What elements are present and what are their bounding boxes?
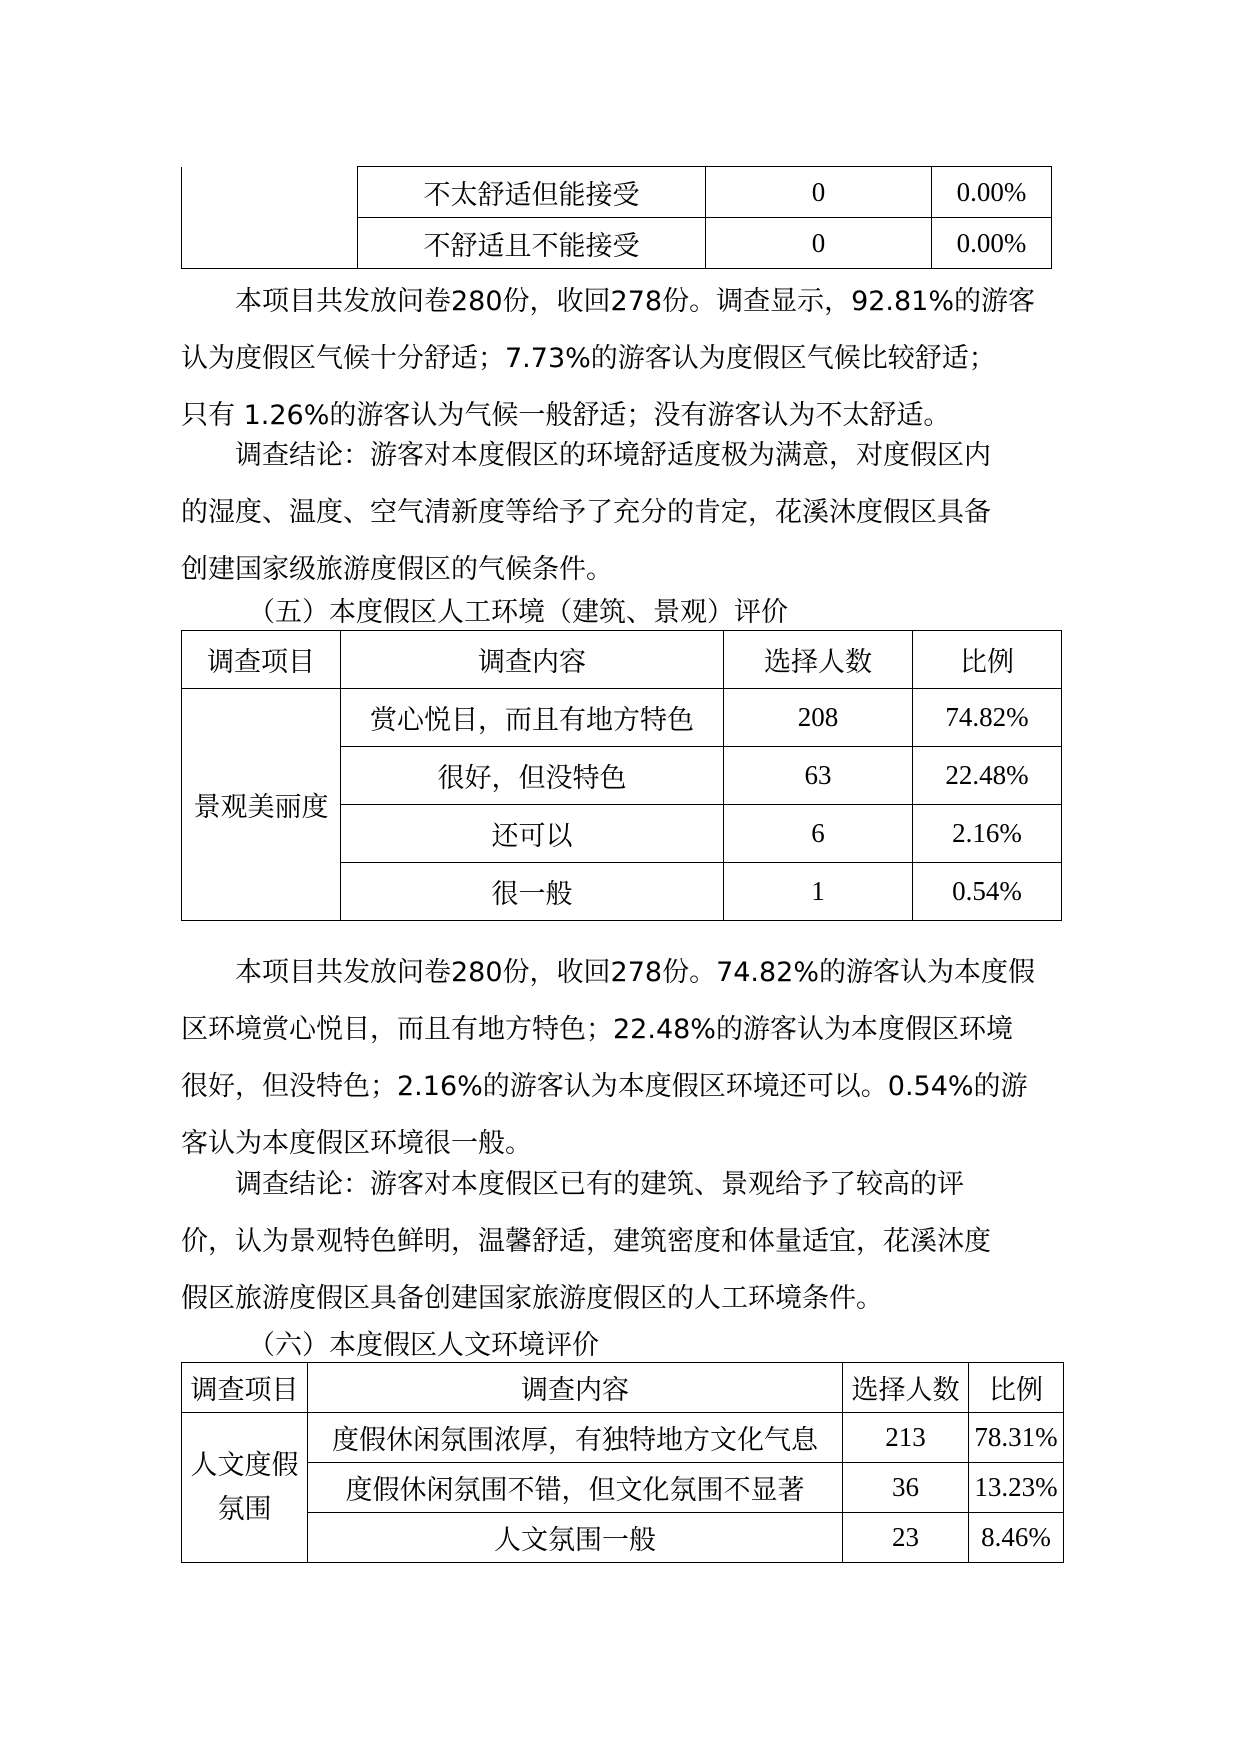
header-cell: 调查项目 bbox=[182, 631, 341, 689]
paragraph-line: 假区旅游度假区具备创建国家旅游度假区的人工环境条件。 bbox=[181, 1283, 883, 1314]
ratio-cell: 0.00% bbox=[932, 218, 1052, 269]
ratio-cell: 2.16% bbox=[913, 805, 1062, 863]
paragraph-line: 客认为本度假区环境很一般。 bbox=[181, 1128, 532, 1159]
ratio-cell: 74.82% bbox=[913, 689, 1062, 747]
ratio-cell: 78.31% bbox=[969, 1413, 1064, 1463]
header-cell: 调查项目 bbox=[182, 1363, 308, 1413]
header-cell: 比例 bbox=[969, 1363, 1064, 1413]
count-cell: 1 bbox=[724, 863, 913, 921]
paragraph-landscape-stats bbox=[181, 944, 1051, 1172]
culture-table bbox=[181, 1362, 1064, 1563]
paragraph-line: 区环境赏心悦目，而且有地方特色；22.48%的游客认为本度假区环境 bbox=[181, 1014, 1013, 1045]
paragraph-line: 认为度假区气候十分舒适；7.73%的游客认为度假区气候比较舒适； bbox=[181, 343, 996, 374]
content-cell: 度假休闲氛围浓厚，有独特地方文化气息 bbox=[308, 1413, 843, 1463]
category-line: 氛围 bbox=[217, 1493, 272, 1525]
paragraph-line: 调查结论：游客对本度假区已有的建筑、景观给予了较高的评 bbox=[235, 1169, 964, 1200]
table-row bbox=[182, 167, 1052, 218]
paragraph-climate-stats bbox=[181, 273, 1051, 444]
paragraph-line: 调查结论：游客对本度假区的环境舒适度极为满意，对度假区内 bbox=[235, 440, 991, 471]
content-cell: 还可以 bbox=[341, 805, 724, 863]
paragraph-line: 很好，但没特色；2.16%的游客认为本度假区环境还可以。0.54%的游 bbox=[181, 1071, 1028, 1102]
ratio-cell: 22.48% bbox=[913, 747, 1062, 805]
ratio-cell: 0.54% bbox=[913, 863, 1062, 921]
header-cell: 选择人数 bbox=[843, 1363, 969, 1413]
content-cell: 不太舒适但能接受 bbox=[358, 167, 706, 218]
paragraph-line: 只有 1.26%的游客认为气候一般舒适；没有游客认为不太舒适。 bbox=[181, 400, 951, 431]
table-row bbox=[182, 1463, 1064, 1513]
content-cell: 不舒适且不能接受 bbox=[358, 218, 706, 269]
ratio-cell: 0.00% bbox=[932, 167, 1052, 218]
paragraph-landscape-conclusion bbox=[181, 1156, 1051, 1327]
count-cell: 0 bbox=[706, 218, 932, 269]
category-cell: 景观美丽度 bbox=[182, 689, 341, 921]
ratio-cell: 8.46% bbox=[969, 1513, 1064, 1563]
paragraph-line: 的湿度、温度、空气清新度等给予了充分的肯定，花溪沐度假区具备 bbox=[181, 497, 991, 528]
paragraph-line: 创建国家级旅游度假区的气候条件。 bbox=[181, 554, 613, 585]
count-cell: 6 bbox=[724, 805, 913, 863]
header-cell: 调查内容 bbox=[341, 631, 724, 689]
category-cell bbox=[182, 167, 358, 269]
paragraph-line: 本项目共发放问卷280份，收回278份。调查显示，92.81%的游客 bbox=[235, 286, 1036, 317]
count-cell: 208 bbox=[724, 689, 913, 747]
landscape-table bbox=[181, 630, 1062, 921]
section-heading-5: （五）本度假区人工环境（建筑、景观）评价 bbox=[248, 597, 788, 628]
climate-table-fragment bbox=[181, 166, 1052, 269]
count-cell: 36 bbox=[843, 1463, 969, 1513]
content-cell: 很一般 bbox=[341, 863, 724, 921]
ratio-cell: 13.23% bbox=[969, 1463, 1064, 1513]
content-cell: 人文氛围一般 bbox=[308, 1513, 843, 1563]
header-cell: 调查内容 bbox=[308, 1363, 843, 1413]
section-heading-6: （六）本度假区人文环境评价 bbox=[248, 1330, 599, 1361]
table-row bbox=[182, 1513, 1064, 1563]
header-cell: 比例 bbox=[913, 631, 1062, 689]
table-row bbox=[182, 689, 1062, 747]
category-line: 人文度假 bbox=[190, 1449, 299, 1481]
content-cell: 很好，但没特色 bbox=[341, 747, 724, 805]
table-header-row bbox=[182, 631, 1062, 689]
category-cell bbox=[182, 1413, 308, 1563]
table-row bbox=[182, 1413, 1064, 1463]
content-cell: 赏心悦目，而且有地方特色 bbox=[341, 689, 724, 747]
table-header-row bbox=[182, 1363, 1064, 1413]
count-cell: 213 bbox=[843, 1413, 969, 1463]
content-cell: 度假休闲氛围不错，但文化氛围不显著 bbox=[308, 1463, 843, 1513]
paragraph-line: 价，认为景观特色鲜明，温馨舒适，建筑密度和体量适宜，花溪沐度 bbox=[181, 1226, 991, 1257]
count-cell: 23 bbox=[843, 1513, 969, 1563]
count-cell: 63 bbox=[724, 747, 913, 805]
paragraph-line: 本项目共发放问卷280份，收回278份。74.82%的游客认为本度假 bbox=[235, 957, 1036, 988]
count-cell: 0 bbox=[706, 167, 932, 218]
paragraph-climate-conclusion bbox=[181, 427, 1051, 598]
header-cell: 选择人数 bbox=[724, 631, 913, 689]
